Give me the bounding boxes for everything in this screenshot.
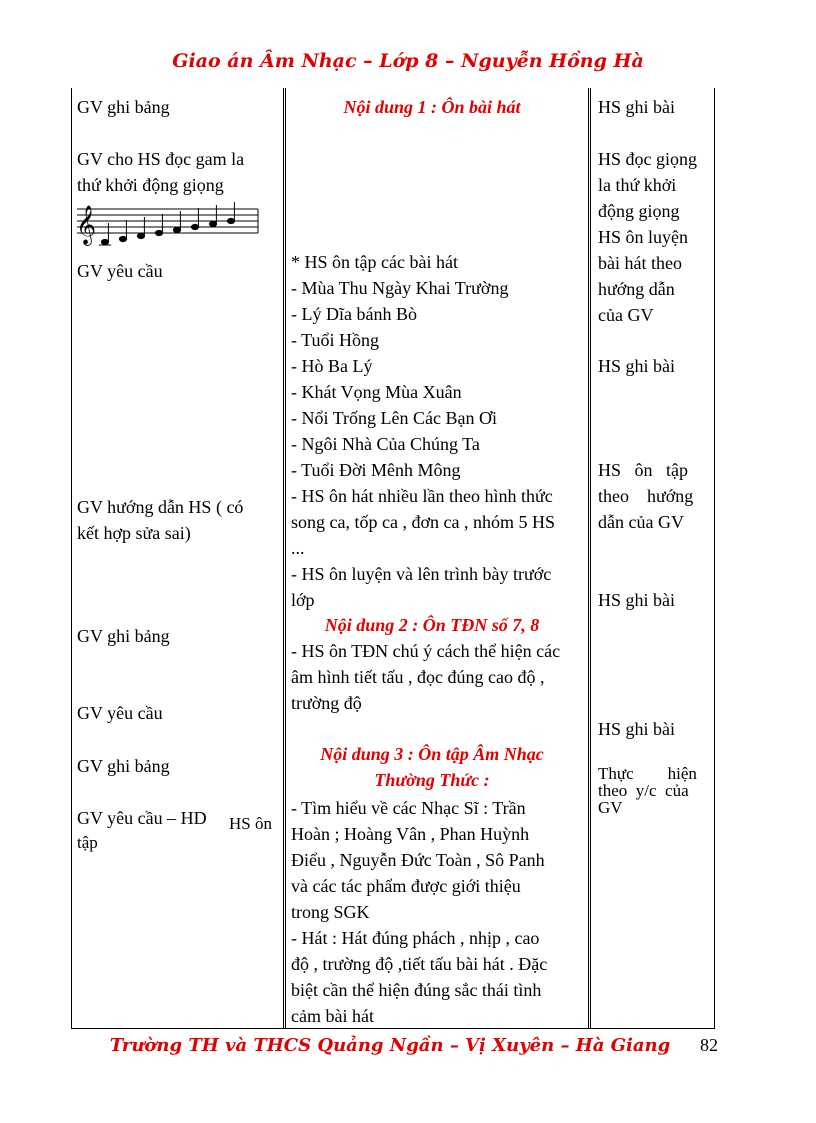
left-gv-yeu-cau-hd: GV yêu cầu – HD xyxy=(77,808,207,828)
content-3-title-line1: Nội dung 3 : Ôn tập Âm Nhạc xyxy=(320,744,544,764)
tdn-line-3: trường độ xyxy=(291,693,362,713)
right-hs-ghi-bai-4: HS ghi bài xyxy=(598,719,676,739)
page-header: Giao án Âm Nhạc – Lớp 8 – Nguyễn Hồng Hà xyxy=(172,50,644,72)
practice-line-1: - HS ôn hát nhiều lần theo hình thức xyxy=(291,486,553,506)
left-hs-on: HS ôn xyxy=(229,814,272,833)
left-gv-huong-dan-line2: kết hợp sửa sai) xyxy=(77,523,191,543)
composers-line-2: Hoàn ; Hoàng Vân , Phan Huỳnh xyxy=(291,824,530,844)
column-divider-1 xyxy=(283,88,286,1029)
sing-line-1: - Hát : Hát đúng phách , nhịp , cao xyxy=(291,928,540,948)
content-3-title-line2: Thường Thức : xyxy=(374,770,490,790)
table-border-right xyxy=(714,88,715,1029)
composers-line-5: trong SGK xyxy=(291,902,370,922)
right-read-line-2: la thứ khởi xyxy=(598,175,677,195)
left-gv-ghi-bang-3: GV ghi bảng xyxy=(77,756,170,776)
practice-line-3: ... xyxy=(291,538,305,558)
practice-line-2: song ca, tốp ca , đơn ca , nhóm 5 HS xyxy=(291,512,555,532)
tdn-line-1: - HS ôn TĐN chú ý cách thể hiện các xyxy=(291,641,561,661)
right-do-line-2: theo y/c của xyxy=(598,781,689,800)
left-gv-yeu-cau-2: GV yêu cầu xyxy=(77,703,163,723)
left-gv-huong-dan-line1: GV hướng dẫn HS ( có xyxy=(77,497,244,517)
table-border-bottom xyxy=(71,1028,715,1029)
page-number: 82 xyxy=(700,1035,718,1055)
song-item: - Hò Ba Lý xyxy=(291,356,373,376)
song-item: - Lý Dĩa bánh Bò xyxy=(291,304,417,324)
right-review-line-3: dẫn của GV xyxy=(598,512,684,532)
right-hs-ghi-bai-2: HS ghi bài xyxy=(598,356,676,376)
right-read-line-1: HS đọc giọng xyxy=(598,149,697,169)
composers-line-1: - Tìm hiểu về các Nhạc Sĩ : Trần xyxy=(291,798,526,818)
present-line-2: lớp xyxy=(291,590,315,610)
left-tap: tập xyxy=(77,833,98,852)
treble-clef-icon: 𝄞 xyxy=(76,205,97,245)
right-read-line-7: của GV xyxy=(598,305,654,325)
left-gv-yeu-cau-1: GV yêu cầu xyxy=(77,261,163,281)
content-1-title: Nội dung 1 : Ôn bài hát xyxy=(343,97,521,117)
table-border-left xyxy=(71,88,72,1029)
right-do-line-1: Thực hiện xyxy=(598,764,697,783)
column-divider-2 xyxy=(588,88,591,1029)
left-gv-ghi-bang-2: GV ghi bảng xyxy=(77,626,170,646)
right-hs-ghi-bai-1: HS ghi bài xyxy=(598,97,676,117)
left-gv-cho-hs-line1: GV cho HS đọc gam la xyxy=(77,149,245,169)
right-review-line-2: theo hướng xyxy=(598,486,694,506)
song-item: - Tuổi Đời Mênh Mông xyxy=(291,460,461,480)
song-item: - Nổi Trống Lên Các Bạn Ơi xyxy=(291,408,497,428)
sing-line-3: biệt cần thể hiện đúng sắc thái tình xyxy=(291,980,542,1000)
composers-line-3: Điểu , Nguyễn Đức Toàn , Sô Panh xyxy=(291,850,545,870)
present-line-1: - HS ôn luyện và lên trình bày trước xyxy=(291,564,552,584)
composers-line-4: và các tác phẩm được giới thiệu xyxy=(291,876,521,896)
page-footer: Trường TH và THCS Quảng Ngần – Vị Xuyên – Hà Giang xyxy=(109,1035,671,1056)
left-gv-cho-hs-line2: thứ khởi động giọng xyxy=(77,175,224,195)
left-gv-ghi-bang-1: GV ghi bảng xyxy=(77,97,170,117)
right-read-line-3: động giọng xyxy=(598,201,680,221)
right-read-line-6: hướng dẫn xyxy=(598,279,675,299)
right-do-line-3: GV xyxy=(598,798,623,817)
content-2-title: Nội dung 2 : Ôn TĐN số 7, 8 xyxy=(324,615,540,635)
right-read-line-5: bài hát theo xyxy=(598,253,682,273)
sing-line-4: cảm bài hát xyxy=(291,1006,374,1026)
music-staff-scale xyxy=(75,199,260,249)
sing-line-2: độ , trường độ ,tiết tấu bài hát . Đặc xyxy=(291,954,548,974)
song-item: - Tuổi Hồng xyxy=(291,330,380,350)
song-item: - Khát Vọng Mùa Xuân xyxy=(291,382,462,402)
songs-intro: * HS ôn tập các bài hát xyxy=(291,252,458,272)
song-item: - Mùa Thu Ngày Khai Trường xyxy=(291,278,509,298)
tdn-line-2: âm hình tiết tấu , đọc đúng cao độ , xyxy=(291,667,545,687)
right-read-line-4: HS ôn luyện xyxy=(598,227,688,247)
right-review-line-1: HS ôn tập xyxy=(598,460,688,480)
right-hs-ghi-bai-3: HS ghi bài xyxy=(598,590,676,610)
song-item: - Ngôi Nhà Của Chúng Ta xyxy=(291,434,480,454)
